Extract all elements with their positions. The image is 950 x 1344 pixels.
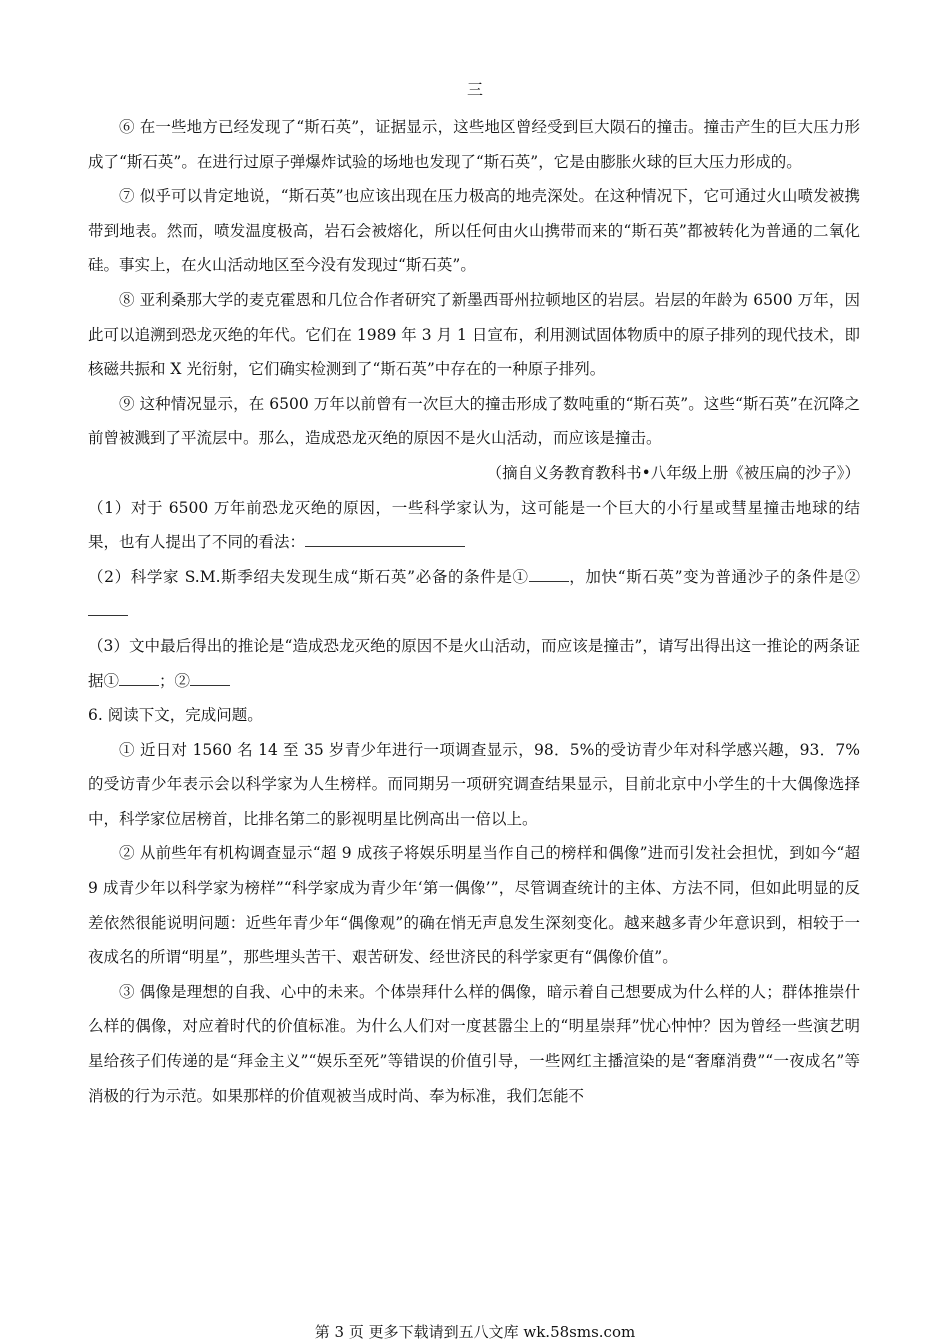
question-3-text-b: ；② — [159, 671, 191, 690]
paragraph-9: ⑨ 这种情况显示，在 6500 万年以前曾有一次巨大的撞击形成了数吨重的“斯石英”。这些“斯石英”在沉降之前曾被溅到了平流层中。那么，造成恐龙灭绝的原因不是火山活动，而应该是撞击。 — [88, 394, 860, 448]
question-3 — [88, 629, 860, 698]
question-2-text-a: （2）科学家 S.M.斯季绍夫发现生成“斯石英”必备的条件是① — [88, 567, 529, 586]
passage2-paragraph-3: ③ 偶像是理想的自我、心中的未来。个体崇拜什么样的偶像，暗示着自己想要成为什么样的人；群体推崇什么样的偶像，对应着时代的价值标准。为什么人们对一度甚嚣尘上的“明星崇拜”忧心忡忡？因为曾经一些演艺明星给孩子们传递的是“拜金主义”“娱乐至死”等错误的价值引导，一些网红主播渲染的是“奢靡消费”“一夜成名”等消极的行为示范。如果那样的价值观被当成时尚、奉为标准，我们怎能不 — [88, 982, 860, 1105]
question-1 — [88, 491, 860, 560]
question-3-text-a: （3）文中最后得出的推论是“造成恐龙灭绝的原因不是火山活动，而应该是撞击”，请写出得出这一推论的两条证据① — [88, 636, 860, 690]
passage2-paragraph-2: ② 从前些年有机构调查显示“超 9 成孩子将娱乐明星当作自己的榜样和偶像”进而引发社会担忧，到如今“超 9 成青少年以科学家为榜样”“科学家成为青少年‘第一偶像’”，尽管调查统计的主体、方法不同，但如此明显的反差依然很能说明问题：近些年青少年“偶像观”的确在悄无声息发生深刻变化。越来越多青少年意识到，相较于一夜成名的所谓“明星”，那些埋头苦干、艰苦研发、经世济民的科学家更有“偶像价值”。 — [88, 844, 860, 967]
passage2-paragraph-1: ① 近日对 1560 名 14 至 35 岁青少年进行一项调查显示，98．5%的受访青少年对科学感兴趣，93．7%的受访青少年表示会以科学家为人生榜样。而同期另一项研究调查结果显示，目前北京中小学生的十大偶像选择中，科学家位居榜首，比排名第二的影视明星比例高出一倍以上。 — [88, 740, 860, 828]
question-2 — [88, 560, 860, 629]
source-citation: （摘自义务教育教科书•八年级上册《被压扁的沙子》） — [486, 463, 860, 482]
paragraph-6: ⑥ 在一些地方已经发现了“斯石英”，证据显示，这些地区曾经受到巨大陨石的撞击。撞击产生的巨大压力形成了“斯石英”。在进行过原子弹爆炸试验的场地也发现了“斯石英”，它是由膨胀火球的巨大压力形成的。 — [88, 118, 860, 171]
paragraph-7: ⑦ 似乎可以肯定地说，“斯石英”也应该出现在压力极高的地壳深处。在这种情况下，它可通过火山喷发被携带到地表。然而，喷发温度极高，岩石会被熔化，所以任何由火山携带而来的“斯石英”都被转化为普通的二氧化硅。事实上，在火山活动地区至今没有发现过“斯石英”。 — [88, 187, 860, 275]
answer-blank-3b[interactable] — [190, 667, 230, 686]
answer-blank-2a[interactable] — [529, 563, 569, 582]
answer-blank-3a[interactable] — [119, 667, 159, 686]
question-1-text: （1）对于 6500 万年前恐龙灭绝的原因，一些科学家认为，这可能是一个巨大的小行星或彗星撞击地球的结果，也有人提出了不同的看法： — [88, 498, 860, 552]
answer-blank-2b[interactable] — [88, 597, 128, 616]
answer-blank-1[interactable] — [305, 528, 465, 547]
question-6-title: 6. 阅读下文，完成问题。 — [88, 706, 263, 725]
page-marker: 三 — [466, 80, 483, 99]
paragraph-8: ⑧ 亚利桑那大学的麦克霍恩和几位合作者研究了新墨西哥州拉顿地区的岩层。岩层的年龄为 6500 万年，因此可以追溯到恐龙灭绝的年代。它们在 1989 年 3 月 1 日宣布，利用测试固体物质中的原子排列的现代技术，即核磁共振和 X 光衍射，它们确实检测到了“斯石英”中存在的一种原子排列。 — [88, 290, 860, 379]
question-2-text-b: ，加快“斯石英”变为普通沙子的条件是② — [568, 567, 860, 586]
document-body — [88, 110, 860, 1113]
page-footer: 第 3 页 更多下载请到五八文库 wk.58sms.com — [314, 1323, 636, 1341]
